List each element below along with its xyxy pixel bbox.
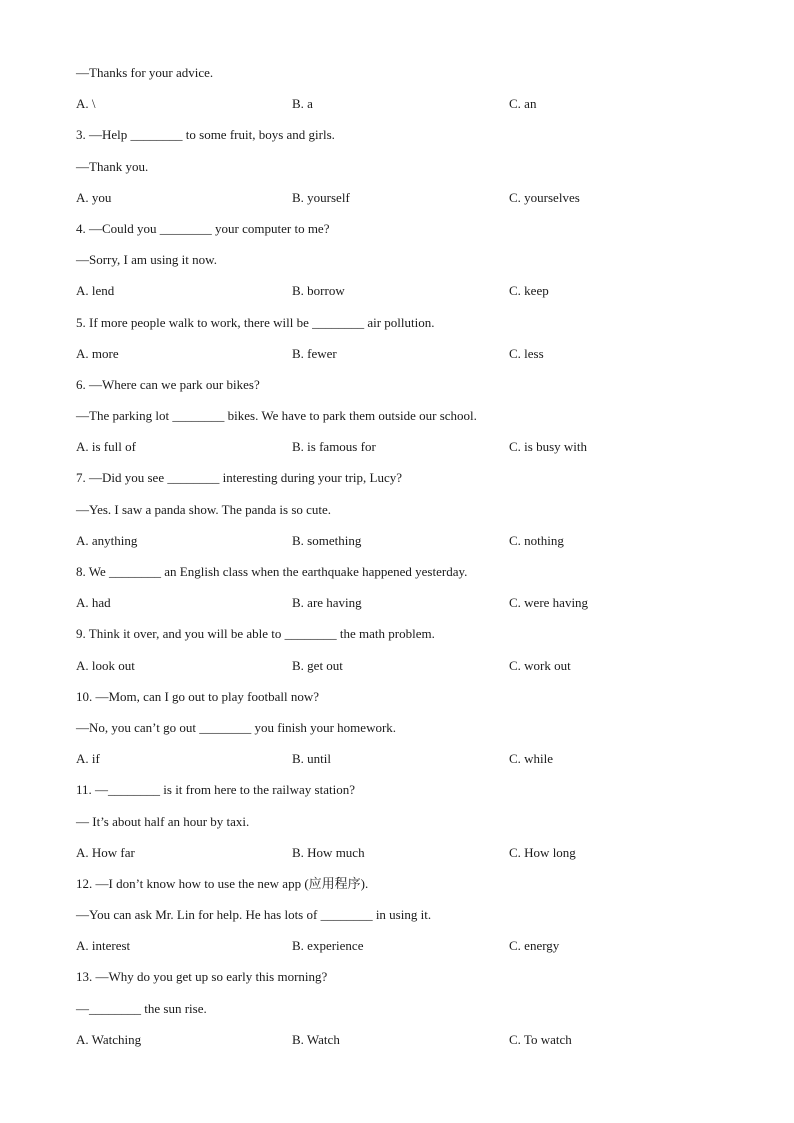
- option-a: A. Watching: [76, 1031, 142, 1047]
- option-c: C. How long: [509, 844, 576, 860]
- option-a: A. had: [76, 595, 111, 611]
- option-b: B. are having: [292, 595, 362, 611]
- question-stem: 3. —Help ________ to some fruit, boys and girls.: [76, 127, 335, 143]
- option-b: B. a: [292, 96, 313, 112]
- option-a: A. \: [76, 96, 96, 112]
- question-stem: 12. —I don’t know how to use the new app (应用程序).: [76, 875, 369, 891]
- dialogue-line: —No, you can’t go out ________ you finish your homework.: [76, 719, 397, 735]
- option-b: B. something: [292, 532, 362, 548]
- option-c: C. is busy with: [509, 439, 588, 455]
- option-a: A. you: [76, 189, 112, 205]
- answer-options: [76, 587, 736, 618]
- dialogue-line: —You can ask Mr. Lin for help. He has lots of ________ in using it.: [76, 907, 432, 923]
- option-a: A. is full of: [76, 439, 136, 455]
- dialogue-line: —Yes. I saw a panda show. The panda is so cute.: [76, 501, 332, 517]
- dialogue-line: —The parking lot ________ bikes. We have to park them outside our school.: [76, 408, 477, 424]
- answer-options: [76, 182, 736, 213]
- question-stem: 5. If more people walk to work, there will be ________ air pollution.: [76, 314, 435, 330]
- option-a: A. lend: [76, 283, 115, 299]
- option-b: B. until: [292, 751, 332, 767]
- option-b: B. borrow: [292, 283, 345, 299]
- option-b: B. How much: [292, 844, 365, 860]
- option-c: C. an: [509, 96, 537, 112]
- answer-options: [76, 275, 736, 306]
- option-a: A. look out: [76, 657, 135, 673]
- option-a: A. more: [76, 345, 119, 361]
- option-a: A. anything: [76, 532, 138, 548]
- answer-options: [76, 338, 736, 369]
- option-b: B. fewer: [292, 345, 337, 361]
- dialogue-line: —________ the sun rise.: [76, 1000, 207, 1016]
- question-stem: 10. —Mom, can I go out to play football now?: [76, 688, 319, 704]
- option-b: B. get out: [292, 657, 343, 673]
- option-c: C. To watch: [509, 1031, 572, 1047]
- answer-options: [76, 431, 736, 462]
- question-stem: 13. —Why do you get up so early this morning?: [76, 969, 328, 985]
- option-b: B. is famous for: [292, 439, 376, 455]
- question-stem: 7. —Did you see ________ interesting during your trip, Lucy?: [76, 470, 403, 486]
- question-stem: 8. We ________ an English class when the earthquake happened yesterday.: [76, 564, 468, 579]
- answer-options: [76, 743, 736, 774]
- option-b: B. Watch: [292, 1031, 340, 1047]
- answer-options: [76, 1024, 736, 1055]
- dialogue-line: —Thanks for your advice.: [76, 65, 214, 80]
- question-stem: 9. Think it over, and you will be able to ________ the math problem.: [76, 626, 435, 642]
- answer-options: [76, 650, 736, 681]
- answer-options: [76, 525, 736, 556]
- question-stem: 11. —________ is it from here to the railway station?: [76, 782, 355, 798]
- option-b: B. yourself: [292, 189, 350, 205]
- question-stem: 4. —Could you ________ your computer to me?: [76, 220, 330, 236]
- answer-options: [76, 837, 736, 868]
- option-c: C. less: [509, 345, 544, 361]
- dialogue-line: —Thank you.: [76, 158, 149, 174]
- option-a: A. How far: [76, 844, 135, 860]
- option-c: C. work out: [509, 657, 571, 673]
- option-c: C. keep: [509, 283, 549, 299]
- answer-options: [76, 930, 736, 961]
- option-c: C. while: [509, 751, 554, 767]
- answer-options: [76, 88, 736, 119]
- option-c: C. yourselves: [509, 189, 580, 205]
- option-c: C. were having: [509, 595, 589, 611]
- option-a: A. interest: [76, 938, 131, 954]
- option-b: B. experience: [292, 938, 364, 954]
- dialogue-line: —Sorry, I am using it now.: [76, 252, 217, 268]
- option-c: C. nothing: [509, 532, 564, 548]
- question-stem: 6. —Where can we park our bikes?: [76, 376, 260, 392]
- exam-page: [76, 57, 736, 1055]
- option-a: A. if: [76, 751, 100, 767]
- dialogue-line: — It’s about half an hour by taxi.: [76, 813, 250, 829]
- option-c: C. energy: [509, 938, 560, 954]
